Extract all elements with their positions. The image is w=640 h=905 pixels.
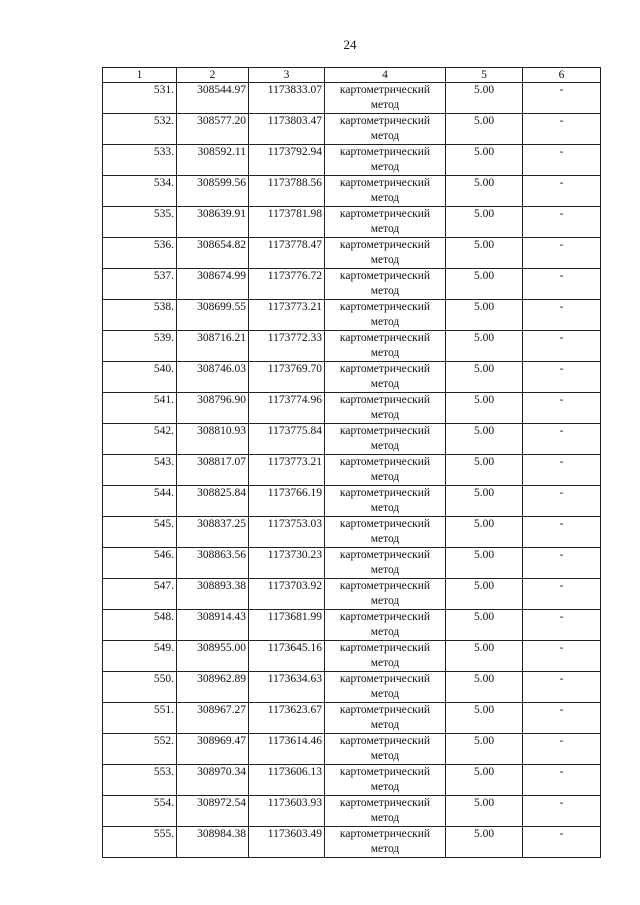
method-line-1: картометрический: [339, 208, 431, 220]
method-line-1: картометрический: [339, 425, 431, 437]
accuracy-cell: 5.00: [446, 207, 523, 238]
note-cell: -: [523, 672, 601, 703]
header-cell-5: 5: [446, 68, 523, 83]
x-coordinate-cell: 308544.97: [177, 83, 249, 114]
y-coordinate-cell: 1173614.46: [249, 734, 325, 765]
table-row: [103, 765, 601, 796]
point-number-cell: 550.: [103, 672, 177, 703]
table-row: [103, 176, 601, 207]
table-row: [103, 548, 601, 579]
y-coordinate-cell: 1173703.92: [249, 579, 325, 610]
method-line-1: картометрический: [339, 270, 431, 282]
y-coordinate-cell: 1173606.13: [249, 765, 325, 796]
accuracy-cell: 5.00: [446, 641, 523, 672]
method-line-2: метод: [370, 409, 400, 421]
method-line-2: метод: [370, 316, 400, 328]
method-line-1: картометрический: [339, 84, 431, 96]
table-row: [103, 300, 601, 331]
table-row: [103, 393, 601, 424]
point-number-cell: 545.: [103, 517, 177, 548]
x-coordinate-cell: 308746.03: [177, 362, 249, 393]
method-cell: [325, 486, 446, 517]
note-cell: -: [523, 424, 601, 455]
table-row: [103, 238, 601, 269]
accuracy-cell: 5.00: [446, 548, 523, 579]
method-line-1: картометрический: [339, 363, 431, 375]
note-cell: -: [523, 641, 601, 672]
point-number-cell: 535.: [103, 207, 177, 238]
y-coordinate-cell: 1173778.47: [249, 238, 325, 269]
method-line-2: метод: [370, 378, 400, 390]
note-cell: -: [523, 765, 601, 796]
note-cell: -: [523, 207, 601, 238]
table-row: [103, 362, 601, 393]
note-cell: -: [523, 145, 601, 176]
y-coordinate-cell: 1173803.47: [249, 114, 325, 145]
method-cell: [325, 641, 446, 672]
table-row: [103, 517, 601, 548]
x-coordinate-cell: 308969.47: [177, 734, 249, 765]
method-cell: [325, 362, 446, 393]
x-coordinate-cell: 308639.91: [177, 207, 249, 238]
accuracy-cell: 5.00: [446, 362, 523, 393]
method-cell: [325, 827, 446, 858]
method-line-2: метод: [370, 843, 400, 855]
accuracy-cell: 5.00: [446, 455, 523, 486]
accuracy-cell: 5.00: [446, 517, 523, 548]
method-line-2: метод: [370, 223, 400, 235]
method-line-2: метод: [370, 440, 400, 452]
method-cell: [325, 455, 446, 486]
method-line-2: метод: [370, 192, 400, 204]
method-line-2: метод: [370, 285, 400, 297]
method-line-1: картометрический: [339, 487, 431, 499]
method-cell: [325, 548, 446, 579]
table-row: [103, 672, 601, 703]
accuracy-cell: 5.00: [446, 393, 523, 424]
y-coordinate-cell: 1173773.21: [249, 455, 325, 486]
method-line-1: картометрический: [339, 332, 431, 344]
note-cell: -: [523, 300, 601, 331]
point-number-cell: 541.: [103, 393, 177, 424]
note-cell: -: [523, 610, 601, 641]
x-coordinate-cell: 308716.21: [177, 331, 249, 362]
y-coordinate-cell: 1173773.21: [249, 300, 325, 331]
point-number-cell: 553.: [103, 765, 177, 796]
x-coordinate-cell: 308863.56: [177, 548, 249, 579]
method-cell: [325, 114, 446, 145]
accuracy-cell: 5.00: [446, 424, 523, 455]
table-row: [103, 145, 601, 176]
x-coordinate-cell: 308955.00: [177, 641, 249, 672]
note-cell: -: [523, 83, 601, 114]
method-line-2: метод: [370, 781, 400, 793]
accuracy-cell: 5.00: [446, 300, 523, 331]
method-line-1: картометрический: [339, 704, 431, 716]
header-cell-6: 6: [523, 68, 601, 83]
y-coordinate-cell: 1173792.94: [249, 145, 325, 176]
note-cell: -: [523, 455, 601, 486]
method-cell: [325, 610, 446, 641]
table-row: [103, 703, 601, 734]
y-coordinate-cell: 1173623.67: [249, 703, 325, 734]
method-cell: [325, 765, 446, 796]
accuracy-cell: 5.00: [446, 486, 523, 517]
note-cell: -: [523, 796, 601, 827]
table-row: [103, 114, 601, 145]
accuracy-cell: 5.00: [446, 269, 523, 300]
method-line-2: метод: [370, 99, 400, 111]
table-row: [103, 331, 601, 362]
method-line-1: картометрический: [339, 673, 431, 685]
method-cell: [325, 517, 446, 548]
method-cell: [325, 145, 446, 176]
x-coordinate-cell: 308893.38: [177, 579, 249, 610]
method-cell: [325, 176, 446, 207]
method-cell: [325, 393, 446, 424]
accuracy-cell: 5.00: [446, 610, 523, 641]
accuracy-cell: 5.00: [446, 331, 523, 362]
y-coordinate-cell: 1173753.03: [249, 517, 325, 548]
note-cell: -: [523, 579, 601, 610]
method-line-1: картометрический: [339, 735, 431, 747]
method-line-2: метод: [370, 719, 400, 731]
method-line-2: метод: [370, 688, 400, 700]
method-line-2: метод: [370, 750, 400, 762]
point-number-cell: 538.: [103, 300, 177, 331]
table-row: [103, 486, 601, 517]
method-line-1: картометрический: [339, 146, 431, 158]
method-cell: [325, 579, 446, 610]
x-coordinate-cell: 308970.34: [177, 765, 249, 796]
method-line-1: картометрический: [339, 766, 431, 778]
y-coordinate-cell: 1173634.63: [249, 672, 325, 703]
point-number-cell: 537.: [103, 269, 177, 300]
table-row: [103, 610, 601, 641]
method-line-2: метод: [370, 812, 400, 824]
page-number: 24: [343, 37, 357, 52]
method-line-1: картометрический: [339, 177, 431, 189]
point-number-cell: 554.: [103, 796, 177, 827]
x-coordinate-cell: 308962.89: [177, 672, 249, 703]
method-line-2: метод: [370, 533, 400, 545]
table-header-row: [103, 68, 601, 83]
method-line-1: картометрический: [339, 115, 431, 127]
method-line-2: метод: [370, 130, 400, 142]
method-line-2: метод: [370, 161, 400, 173]
method-line-1: картометрический: [339, 828, 431, 840]
point-number-cell: 542.: [103, 424, 177, 455]
accuracy-cell: 5.00: [446, 703, 523, 734]
header-cell-2: 2: [177, 68, 249, 83]
accuracy-cell: 5.00: [446, 238, 523, 269]
note-cell: -: [523, 734, 601, 765]
method-line-1: картометрический: [339, 301, 431, 313]
table-row: [103, 827, 601, 858]
note-cell: -: [523, 548, 601, 579]
x-coordinate-cell: 308796.90: [177, 393, 249, 424]
note-cell: -: [523, 114, 601, 145]
point-number-cell: 555.: [103, 827, 177, 858]
table-row: [103, 207, 601, 238]
method-line-2: метод: [370, 502, 400, 514]
header-cell-4: 4: [325, 68, 446, 83]
point-number-cell: 536.: [103, 238, 177, 269]
y-coordinate-cell: 1173788.56: [249, 176, 325, 207]
method-line-2: метод: [370, 347, 400, 359]
y-coordinate-cell: 1173772.33: [249, 331, 325, 362]
coordinates-table: [102, 67, 601, 858]
accuracy-cell: 5.00: [446, 765, 523, 796]
method-cell: [325, 703, 446, 734]
table-row: [103, 83, 601, 114]
method-line-1: картометрический: [339, 239, 431, 251]
note-cell: -: [523, 331, 601, 362]
method-cell: [325, 424, 446, 455]
y-coordinate-cell: 1173775.84: [249, 424, 325, 455]
accuracy-cell: 5.00: [446, 145, 523, 176]
note-cell: -: [523, 393, 601, 424]
method-line-2: метод: [370, 471, 400, 483]
method-line-1: картометрический: [339, 518, 431, 530]
y-coordinate-cell: 1173603.49: [249, 827, 325, 858]
method-line-1: картометрический: [339, 394, 431, 406]
table-body: [103, 83, 601, 858]
x-coordinate-cell: 308674.99: [177, 269, 249, 300]
x-coordinate-cell: 308599.56: [177, 176, 249, 207]
accuracy-cell: 5.00: [446, 827, 523, 858]
point-number-cell: 539.: [103, 331, 177, 362]
method-line-2: метод: [370, 254, 400, 266]
x-coordinate-cell: 308825.84: [177, 486, 249, 517]
method-cell: [325, 734, 446, 765]
x-coordinate-cell: 308699.55: [177, 300, 249, 331]
note-cell: -: [523, 176, 601, 207]
point-number-cell: 531.: [103, 83, 177, 114]
accuracy-cell: 5.00: [446, 672, 523, 703]
table-row: [103, 641, 601, 672]
point-number-cell: 546.: [103, 548, 177, 579]
point-number-cell: 548.: [103, 610, 177, 641]
point-number-cell: 533.: [103, 145, 177, 176]
header-cell-1: 1: [103, 68, 177, 83]
method-line-1: картометрический: [339, 611, 431, 623]
note-cell: -: [523, 517, 601, 548]
y-coordinate-cell: 1173774.96: [249, 393, 325, 424]
method-line-2: метод: [370, 657, 400, 669]
point-number-cell: 540.: [103, 362, 177, 393]
y-coordinate-cell: 1173776.72: [249, 269, 325, 300]
point-number-cell: 534.: [103, 176, 177, 207]
x-coordinate-cell: 308972.54: [177, 796, 249, 827]
method-cell: [325, 672, 446, 703]
accuracy-cell: 5.00: [446, 83, 523, 114]
x-coordinate-cell: 308967.27: [177, 703, 249, 734]
method-cell: [325, 83, 446, 114]
method-cell: [325, 331, 446, 362]
point-number-cell: 544.: [103, 486, 177, 517]
method-line-1: картометрический: [339, 642, 431, 654]
x-coordinate-cell: 308654.82: [177, 238, 249, 269]
point-number-cell: 549.: [103, 641, 177, 672]
accuracy-cell: 5.00: [446, 796, 523, 827]
method-line-1: картометрический: [339, 797, 431, 809]
point-number-cell: 552.: [103, 734, 177, 765]
x-coordinate-cell: 308592.11: [177, 145, 249, 176]
method-line-2: метод: [370, 595, 400, 607]
y-coordinate-cell: 1173769.70: [249, 362, 325, 393]
table-row: [103, 734, 601, 765]
method-cell: [325, 207, 446, 238]
table-row: [103, 455, 601, 486]
y-coordinate-cell: 1173730.23: [249, 548, 325, 579]
note-cell: -: [523, 269, 601, 300]
accuracy-cell: 5.00: [446, 114, 523, 145]
header-cell-3: 3: [249, 68, 325, 83]
x-coordinate-cell: 308577.20: [177, 114, 249, 145]
y-coordinate-cell: 1173603.93: [249, 796, 325, 827]
accuracy-cell: 5.00: [446, 734, 523, 765]
method-line-2: метод: [370, 564, 400, 576]
point-number-cell: 551.: [103, 703, 177, 734]
note-cell: -: [523, 362, 601, 393]
accuracy-cell: 5.00: [446, 579, 523, 610]
y-coordinate-cell: 1173833.07: [249, 83, 325, 114]
y-coordinate-cell: 1173645.16: [249, 641, 325, 672]
x-coordinate-cell: 308810.93: [177, 424, 249, 455]
note-cell: -: [523, 827, 601, 858]
method-line-1: картометрический: [339, 549, 431, 561]
x-coordinate-cell: 308914.43: [177, 610, 249, 641]
method-line-1: картометрический: [339, 580, 431, 592]
table-row: [103, 424, 601, 455]
x-coordinate-cell: 308817.07: [177, 455, 249, 486]
note-cell: -: [523, 238, 601, 269]
accuracy-cell: 5.00: [446, 176, 523, 207]
table-row: [103, 269, 601, 300]
y-coordinate-cell: 1173766.19: [249, 486, 325, 517]
method-line-1: картометрический: [339, 456, 431, 468]
note-cell: -: [523, 486, 601, 517]
x-coordinate-cell: 308984.38: [177, 827, 249, 858]
table-row: [103, 579, 601, 610]
method-cell: [325, 269, 446, 300]
point-number-cell: 532.: [103, 114, 177, 145]
table-row: [103, 796, 601, 827]
method-cell: [325, 238, 446, 269]
note-cell: -: [523, 703, 601, 734]
y-coordinate-cell: 1173781.98: [249, 207, 325, 238]
point-number-cell: 543.: [103, 455, 177, 486]
point-number-cell: 547.: [103, 579, 177, 610]
method-line-2: метод: [370, 626, 400, 638]
y-coordinate-cell: 1173681.99: [249, 610, 325, 641]
method-cell: [325, 300, 446, 331]
x-coordinate-cell: 308837.25: [177, 517, 249, 548]
method-cell: [325, 796, 446, 827]
